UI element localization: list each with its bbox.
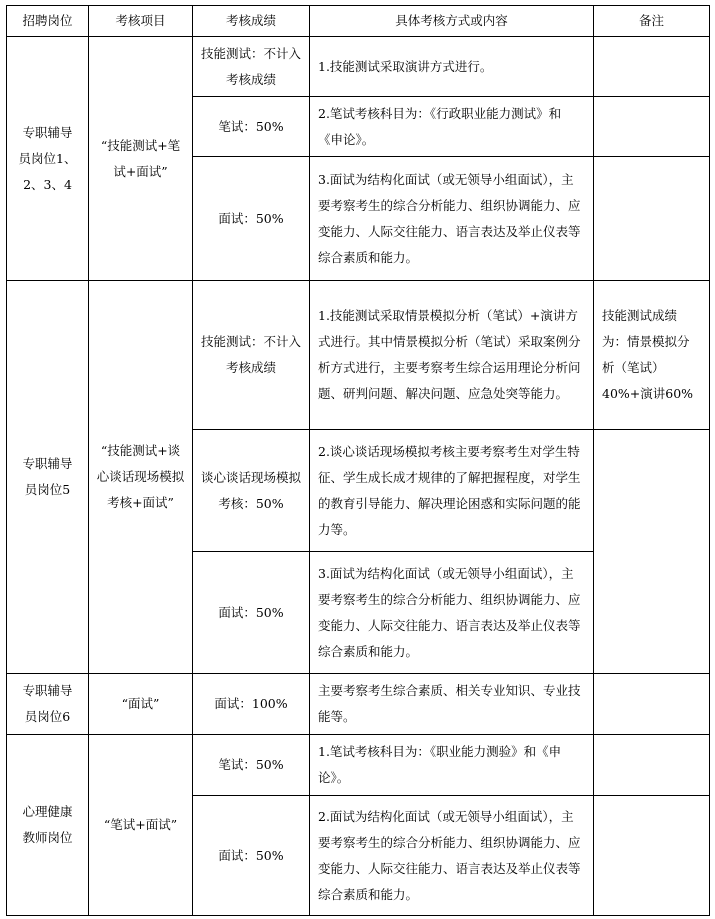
- score-cell: 技能测试：不计入考核成绩: [193, 37, 310, 97]
- item-cell: “面试”: [89, 674, 193, 735]
- item-cell: “技能测试+笔试+面试”: [89, 37, 193, 281]
- table-row: [7, 735, 710, 796]
- note-cell: [594, 796, 710, 916]
- item-cell: “技能测试+谈心谈话现场模拟考核+面试”: [89, 281, 193, 674]
- score-cell: 技能测试：不计入考核成绩: [193, 281, 310, 430]
- method-cell: 1.笔试考核科目为：《职业能力测验》和《申论》。: [310, 735, 594, 796]
- note-cell: [594, 157, 710, 281]
- score-cell: 面试：50%: [193, 552, 310, 674]
- note-cell: [594, 735, 710, 796]
- method-cell: 主要考察考生综合素质、相关专业知识、专业技能等。: [310, 674, 594, 735]
- header-position: 招聘岗位: [7, 6, 89, 37]
- position-cell: 专职辅导员岗位5: [7, 281, 89, 674]
- header-row: [7, 6, 710, 37]
- position-cell: 专职辅导员岗位1、2、3、4: [7, 37, 89, 281]
- table-row: [7, 281, 710, 430]
- note-cell: [594, 674, 710, 735]
- position-cell: 心理健康教师岗位: [7, 735, 89, 916]
- score-cell: 笔试：50%: [193, 97, 310, 157]
- position-cell: 专职辅导员岗位6: [7, 674, 89, 735]
- score-cell: 谈心谈话现场模拟考核：50%: [193, 430, 310, 552]
- table-row: [7, 674, 710, 735]
- note-cell: 技能测试成绩为：情景模拟分析（笔试）40%+演讲60%: [594, 281, 710, 430]
- recruitment-assessment-table: [6, 5, 710, 916]
- header-method: 具体考核方式或内容: [310, 6, 594, 37]
- score-cell: 面试：50%: [193, 796, 310, 916]
- item-cell: “笔试+面试”: [89, 735, 193, 916]
- note-cell: [594, 97, 710, 157]
- method-cell: 3.面试为结构化面试（或无领导小组面试），主要考察考生的综合分析能力、组织协调能力、应变能力、人际交往能力、语言表达及举止仪表等综合素质和能力。: [310, 552, 594, 674]
- method-cell: 3.面试为结构化面试（或无领导小组面试），主要考察考生的综合分析能力、组织协调能力、应变能力、人际交往能力、语言表达及举止仪表等综合素质和能力。: [310, 157, 594, 281]
- note-cell: [594, 430, 710, 674]
- header-item: 考核项目: [89, 6, 193, 37]
- note-cell: [594, 37, 710, 97]
- method-cell: 2.面试为结构化面试（或无领导小组面试），主要考察考生的综合分析能力、组织协调能力、应变能力、人际交往能力、语言表达及举止仪表等综合素质和能力。: [310, 796, 594, 916]
- method-cell: 2.笔试考核科目为：《行政职业能力测试》和《申论》。: [310, 97, 594, 157]
- score-cell: 笔试：50%: [193, 735, 310, 796]
- score-cell: 面试：100%: [193, 674, 310, 735]
- header-score: 考核成绩: [193, 6, 310, 37]
- method-cell: 1.技能测试采取演讲方式进行。: [310, 37, 594, 97]
- method-cell: 2.谈心谈话现场模拟考核主要考察考生对学生特征、学生成长成才规律的了解把握程度，对学生的教育引导能力、解决理论困惑和实际问题的能力等。: [310, 430, 594, 552]
- header-note: 备注: [594, 6, 710, 37]
- method-cell: 1.技能测试采取情景模拟分析（笔试）+演讲方式进行。其中情景模拟分析（笔试）采取案例分析方式进行，主要考察考生综合运用理论分析问题、研判问题、解决问题、应急处突等能力。: [310, 281, 594, 430]
- table-row: [7, 37, 710, 97]
- score-cell: 面试：50%: [193, 157, 310, 281]
